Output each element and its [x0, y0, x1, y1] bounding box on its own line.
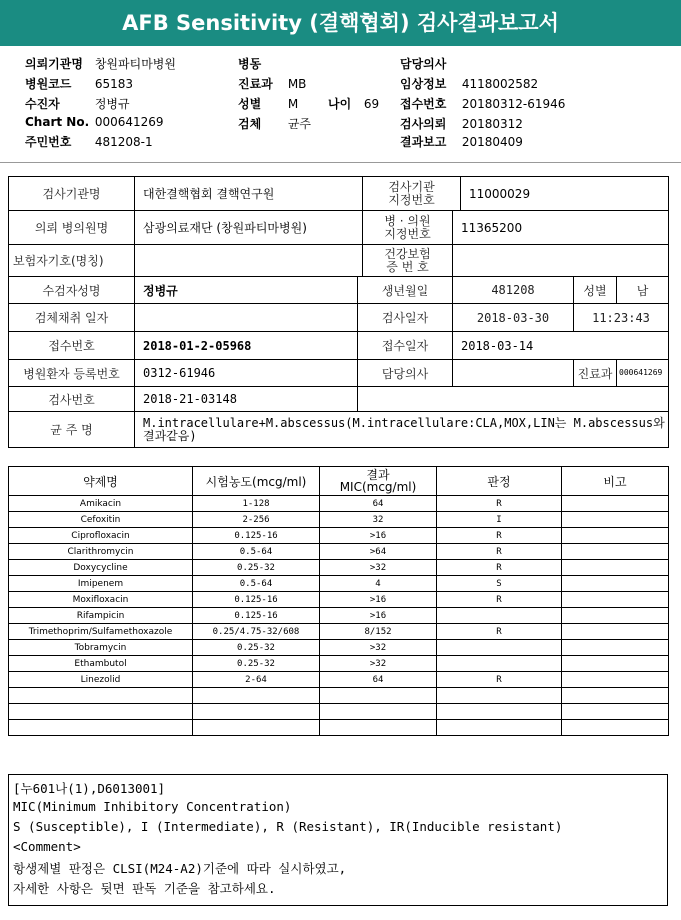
sex-label: 성별	[574, 277, 617, 304]
sex-value: 남	[617, 277, 669, 304]
col-header-range: 시험농도(mcg/ml)	[193, 467, 320, 496]
note-line: S (Susceptible), I (Intermediate), R (Resistant), IR(Inducible resistant)	[13, 819, 563, 834]
drug-row	[9, 560, 669, 576]
drug-name: Amikacin	[9, 496, 193, 512]
mic-value: >32	[320, 640, 437, 656]
test-time-value: 11:23:43	[574, 304, 669, 332]
header-row	[25, 55, 176, 72]
header-value: 20180312	[461, 117, 523, 131]
req-code-label: 병 · 의원 지정번호	[363, 211, 453, 245]
drug-row	[9, 624, 669, 640]
header-value: 창원파티마병원	[94, 57, 176, 71]
remark	[562, 688, 669, 704]
lab-code-label: 검사기관 지정번호	[363, 177, 461, 211]
strain-value: M.intracellulare+M.abscessus(M.intracellulare:CLA,MOX,LIN는 M.abscessus와결과같음)	[135, 412, 669, 448]
header-label: 병원코드	[25, 77, 72, 91]
note-line: [누601나(1),D6013001]	[13, 781, 166, 796]
strain-label: 균 주 명	[9, 412, 135, 448]
mic-value: 32	[320, 512, 437, 528]
header-value: 정병규	[94, 97, 130, 111]
mic-value: >16	[320, 608, 437, 624]
drug-row	[9, 496, 669, 512]
remark	[562, 640, 669, 656]
insurance-value	[135, 245, 363, 277]
test-range: 2-64	[193, 672, 320, 688]
mic-value: 4	[320, 576, 437, 592]
remark	[562, 576, 669, 592]
header-row	[400, 133, 523, 150]
drug-row	[9, 688, 669, 704]
receipt-date-value: 2018-03-14	[453, 332, 669, 360]
interpretation	[437, 656, 562, 672]
header-row	[238, 115, 311, 132]
test-date-label: 검사일자	[358, 304, 453, 332]
header-value: MB	[287, 77, 307, 91]
doctor-label: 담당의사	[358, 360, 453, 387]
drug-row	[9, 656, 669, 672]
drug-row	[9, 512, 669, 528]
interpretation: R	[437, 544, 562, 560]
drug-name: Imipenem	[9, 576, 193, 592]
note-line: 자세한 사항은 뒷면 판독 기준을 참고하세요.	[13, 881, 276, 896]
health-value	[453, 245, 669, 277]
drug-name: Doxycycline	[9, 560, 193, 576]
drug-row	[9, 608, 669, 624]
lab-code-value: 11000029	[461, 177, 669, 211]
header-label: 검체	[238, 117, 262, 131]
header-label: 진료과	[238, 77, 273, 91]
drug-table-body	[9, 496, 669, 736]
drug-table	[8, 466, 669, 736]
test-date-value: 2018-03-30	[453, 304, 574, 332]
interpretation: R	[437, 672, 562, 688]
interpretation: R	[437, 528, 562, 544]
header-label: 검사의뢰	[400, 117, 447, 131]
header-label: 결과보고	[400, 135, 447, 149]
interpretation: R	[437, 592, 562, 608]
col-header-drug: 약제명	[9, 467, 193, 496]
mic-value: >32	[320, 560, 437, 576]
header-value: 20180312-61946	[461, 97, 566, 111]
test-range: 2-256	[193, 512, 320, 528]
header-label: 의뢰기관명	[25, 57, 83, 71]
health-label: 건강보험 증 번 호	[363, 245, 453, 277]
drug-row	[9, 704, 669, 720]
test-range	[193, 688, 320, 704]
header-value: 481208-1	[94, 135, 153, 149]
mic-value: >32	[320, 656, 437, 672]
header-value: M	[287, 97, 299, 111]
test-range: 0.25-32	[193, 656, 320, 672]
drug-name	[9, 720, 193, 736]
mic-value: >64	[320, 544, 437, 560]
mic-value: 8/152	[320, 624, 437, 640]
drug-row	[9, 528, 669, 544]
interpretation: S	[437, 576, 562, 592]
header-row	[400, 95, 565, 112]
header-label: Chart No.	[25, 115, 90, 129]
header-row	[328, 95, 379, 112]
test-range: 1-128	[193, 496, 320, 512]
patient-no-label: 병원환자 등록번호	[9, 360, 135, 387]
drug-name	[9, 704, 193, 720]
header-label: 접수번호	[400, 97, 447, 111]
drug-name: Linezolid	[9, 672, 193, 688]
info-table	[8, 176, 669, 448]
interpretation: I	[437, 512, 562, 528]
header-value: 4118002582	[461, 77, 539, 91]
mic-value	[320, 704, 437, 720]
interpretation	[437, 688, 562, 704]
insurance-label: 보험자기호(명칭)	[9, 245, 135, 277]
test-range: 0.125-16	[193, 528, 320, 544]
birth-label: 생년월일	[358, 277, 453, 304]
drug-name: Tobramycin	[9, 640, 193, 656]
drug-name: Clarithromycin	[9, 544, 193, 560]
req-code-value: 11365200	[453, 211, 669, 245]
interpretation	[437, 704, 562, 720]
age-label: 나이	[328, 97, 352, 111]
header-value: 균주	[287, 117, 312, 131]
mic-value	[320, 688, 437, 704]
name-label: 수검자성명	[9, 277, 135, 304]
dept-value: 000641269	[617, 360, 669, 387]
header-divider	[0, 162, 681, 163]
header-row	[238, 75, 306, 92]
drug-row	[9, 640, 669, 656]
interpretation	[437, 608, 562, 624]
exam-no-label: 검사번호	[9, 387, 135, 412]
header-label: 병동	[238, 57, 262, 71]
header-value: 65183	[94, 77, 134, 91]
lab-value: 대한결핵협회 결핵연구원	[135, 177, 363, 211]
report-title: AFB Sensitivity (결핵협회) 검사결과보고서	[0, 0, 681, 46]
exam-no-blank	[358, 387, 669, 412]
header-row	[400, 115, 523, 132]
header-row	[25, 115, 164, 129]
exam-no-value: 2018-21-03148	[135, 387, 358, 412]
interpretation: R	[437, 560, 562, 576]
remark	[562, 672, 669, 688]
drug-row	[9, 544, 669, 560]
name-value: 정병규	[135, 277, 358, 304]
drug-row	[9, 720, 669, 736]
age-value: 69	[363, 97, 380, 111]
interpretation: R	[437, 624, 562, 640]
drug-name: Cefoxitin	[9, 512, 193, 528]
test-range	[193, 704, 320, 720]
header-label: 임상정보	[400, 77, 447, 91]
drug-name: Ethambutol	[9, 656, 193, 672]
drug-name	[9, 688, 193, 704]
birth-value: 481208	[453, 277, 574, 304]
remark	[562, 624, 669, 640]
remark	[562, 704, 669, 720]
lab-label: 검사기관명	[9, 177, 135, 211]
interpretation	[437, 720, 562, 736]
doctor-value	[453, 360, 574, 387]
header-label: 수진자	[25, 97, 60, 111]
drug-row	[9, 672, 669, 688]
remark	[562, 544, 669, 560]
header-label: 주민번호	[25, 135, 72, 149]
header-row	[238, 55, 284, 72]
notes-box	[8, 774, 668, 906]
mic-value: >16	[320, 592, 437, 608]
drug-row	[9, 576, 669, 592]
header-label: 담당의사	[400, 57, 447, 71]
remark	[562, 528, 669, 544]
test-range: 0.25/4.75-32/608	[193, 624, 320, 640]
drug-name: Rifampicin	[9, 608, 193, 624]
mic-value: >16	[320, 528, 437, 544]
header-row	[25, 75, 133, 92]
remark	[562, 496, 669, 512]
collect-label: 검체채취 일자	[9, 304, 135, 332]
remark	[562, 592, 669, 608]
receipt-no-value: 2018-01-2-05968	[135, 332, 358, 360]
header-value: 20180409	[461, 135, 523, 149]
receipt-date-label: 접수일자	[358, 332, 453, 360]
drug-name: Ciprofloxacin	[9, 528, 193, 544]
receipt-no-label: 접수번호	[9, 332, 135, 360]
patient-no-value: 0312-61946	[135, 360, 358, 387]
test-range	[193, 720, 320, 736]
mic-value	[320, 720, 437, 736]
dept-label: 진료과	[574, 360, 617, 387]
header-row	[25, 133, 153, 150]
remark	[562, 560, 669, 576]
interpretation: R	[437, 496, 562, 512]
header-row	[400, 55, 458, 72]
test-range: 0.5-64	[193, 544, 320, 560]
test-range: 0.125-16	[193, 608, 320, 624]
mic-value: 64	[320, 496, 437, 512]
remark	[562, 720, 669, 736]
req-value: 삼광의료재단 (창원파티마병원)	[135, 211, 363, 245]
header-row	[238, 95, 298, 112]
note-line: <Comment>	[13, 839, 81, 854]
remark	[562, 608, 669, 624]
mic-value: 64	[320, 672, 437, 688]
col-header-mic: 결과 MIC(mcg/ml)	[320, 467, 437, 496]
test-range: 0.125-16	[193, 592, 320, 608]
header-label: 성별	[238, 97, 262, 111]
interpretation	[437, 640, 562, 656]
test-range: 0.5-64	[193, 576, 320, 592]
test-range: 0.25-32	[193, 640, 320, 656]
header-value: 000641269	[94, 115, 164, 129]
drug-name: Trimethoprim/Sulfamethoxazole	[9, 624, 193, 640]
collect-value	[135, 304, 358, 332]
req-label: 의뢰 병의원명	[9, 211, 135, 245]
test-range: 0.25-32	[193, 560, 320, 576]
note-line: 항생제별 판정은 CLSI(M24-A2)기준에 따라 실시하였고,	[13, 861, 347, 876]
col-header-result: 판정	[437, 467, 562, 496]
header-row	[400, 75, 538, 92]
note-line: MIC(Minimum Inhibitory Concentration)	[13, 799, 292, 814]
col-header-remark: 비고	[562, 467, 669, 496]
remark	[562, 656, 669, 672]
drug-name: Moxifloxacin	[9, 592, 193, 608]
drug-row	[9, 592, 669, 608]
header-row	[25, 95, 130, 112]
remark	[562, 512, 669, 528]
